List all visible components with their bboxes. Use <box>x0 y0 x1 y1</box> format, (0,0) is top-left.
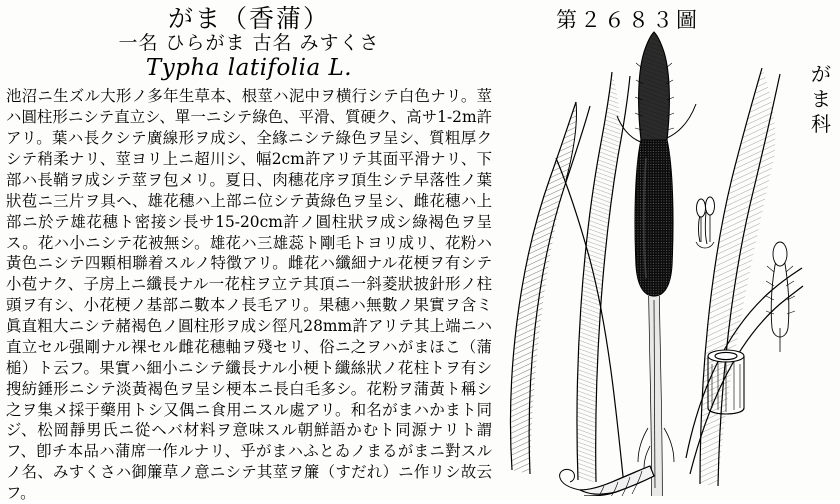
page-title: がま（香蒲） <box>167 4 330 33</box>
body-paragraph: 池沼ニ生ズル大形ノ多年生草本、根莖ハ泥中ヲ横行シテ白色ナリ。莖ハ圓柱形ニシテ直立シ、單一ニシテ綠色、平滑、質硬ク、高サ1-2m許アリ。葉ハ長クシテ廣線形ヲ成シ、全緣ニシテ綠色ヲ呈シ、質粗厚クシテ稍柔ナリ、莖ヨリ上ニ超川シ、幅2cm許アリテ其面平滑ナリ、下部ハ長鞘ヲ成シテ莖ヲ包メリ。夏日、肉穗花序ヲ頂生シテ早落性ノ葉狀苞ニ三片ヲ具ヘ、雄花穗ハ上部ニ位シテ黃綠色ヲ呈シ、雌花穗ハ上部ニ於テ雄花穗ト密接シ長サ15-20cm許ノ圓柱狀ヲ成シ綠褐色ヲ呈ス。花ハ小ニシテ花被無シ。雄花ハ三雄蕊ト剛毛トヨリ成リ、花粉ハ黃色ニシテ四顆相聯着スルノ特徴アリ。雌花ハ纖細ナル花梗ヲ有シテ小苞ナク、子房上ニ纖長ナル一花柱ヲ立テ其頂ニ一斜菱狀披針形ノ柱頭ヲ有シ、小花梗ノ基部ニ數本ノ長毛アリ。果穗ハ無數ノ果實ヲ含ミ眞直粗大ニシテ赭褐色ノ圓柱形ヲ成シ徑凡28mm許アリテ其上端ニハ直立セル强剛ナル裸セル雌花穗軸ヲ殘セリ、俗ニ之ヲハがまほこ（蒲槌）ト云フ。果實ハ細小ニシテ纖長ナル小梗ト纖絲狀ノ花柱トヲ有シ搜紡錘形ニシテ淡黃褐色ヲ呈シ梗本ニ長白毛多シ。花粉ヲ蒲黃ト稱シ之ヲ集メ採于藥用トシ又偶ニ食用ニスル處アリ。和名がまハかまト同ジ、松岡靜男氏ニ從ヘバ材料ヲ意味スル朝鮮語かむト同源ナリト謂フ、卽チ本品ハ蒲席一作ルナリ、乎がまハふとゐノまるがまニ對スルノ名、みすくさハ御簾草ノ意ニシテ其莖ヲ簾（すだれ）ニ作リシ故云フ。 <box>6 87 492 503</box>
figure-panel <box>498 0 840 500</box>
figure-family-label <box>808 62 834 137</box>
family-label-char-2: ま <box>811 87 831 111</box>
botanical-illustration <box>504 28 804 496</box>
family-label-char-1: が <box>811 62 831 86</box>
figure-number: 第２６８３圖 <box>556 8 700 32</box>
alternate-names: 一名 ひらがま 古名 みすくさ <box>118 32 380 55</box>
title-block <box>6 4 492 81</box>
scientific-name: Typha latifolia L. <box>145 55 353 82</box>
family-label-char-3: 科 <box>811 112 831 136</box>
body-text <box>6 86 492 504</box>
